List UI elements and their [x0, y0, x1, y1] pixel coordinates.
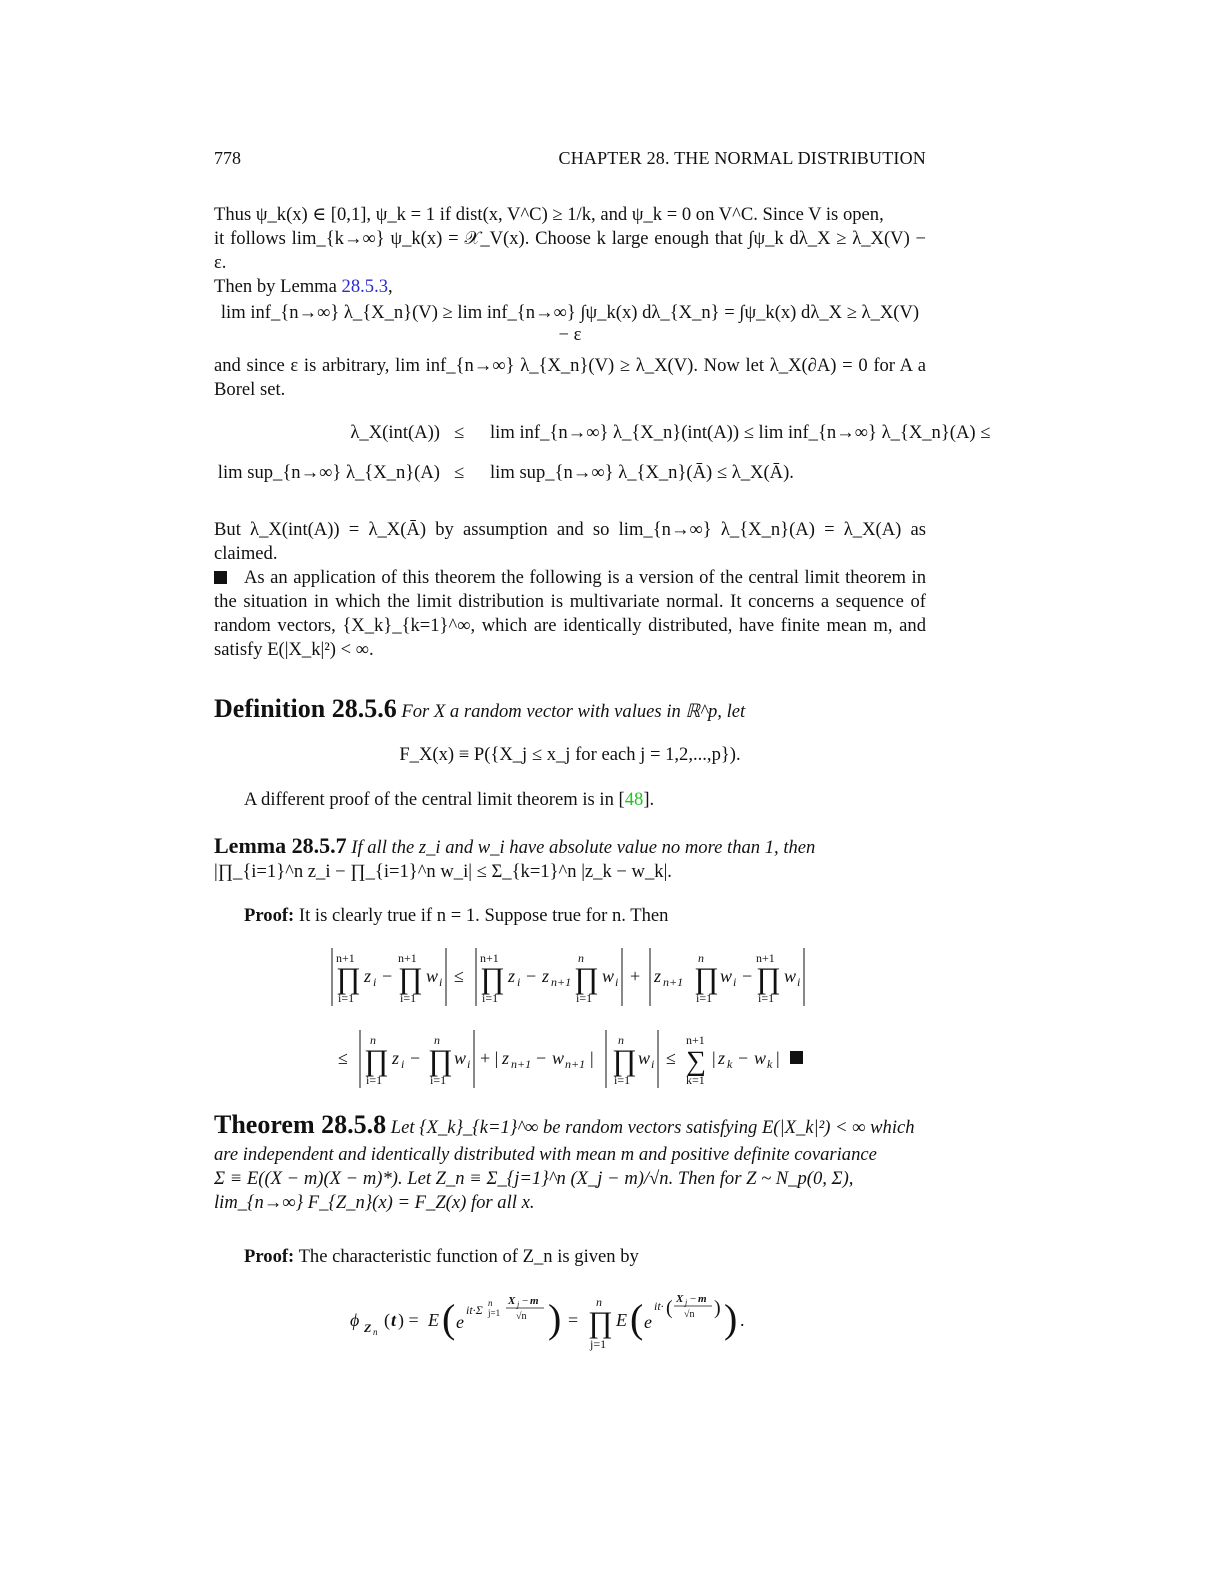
svg-text:∏: ∏ — [612, 1044, 637, 1077]
svg-text:n: n — [488, 1298, 493, 1308]
svg-text:n: n — [596, 1295, 602, 1309]
svg-text:i=1: i=1 — [696, 991, 713, 1005]
svg-text:z: z — [508, 966, 516, 986]
eq-row1-right: lim inf_{n→∞} λ_{X_n}(int(A)) ≤ lim inf_{n→∞} λ_{X_n}(A) ≤ — [490, 422, 991, 443]
svg-text:i: i — [401, 1057, 405, 1071]
svg-text:i: i — [797, 975, 801, 989]
svg-text:w: w — [754, 1048, 767, 1068]
svg-text:n+1: n+1 — [565, 1057, 586, 1071]
svg-text:i: i — [615, 975, 619, 989]
chapter-title: CHAPTER 28. THE NORMAL DISTRIBUTION — [558, 148, 926, 168]
theorem-line-1: Let {X_k}_{k=1}^∞ be random vectors satisfying E(|X_k|²) < ∞ which — [390, 1117, 915, 1138]
svg-text:e: e — [644, 1312, 652, 1332]
svg-text:−: − — [410, 1048, 421, 1068]
svg-text:−: − — [690, 1293, 697, 1305]
svg-text:n: n — [578, 951, 584, 965]
svg-text:): ) — [714, 1297, 721, 1319]
svg-text:i=1: i=1 — [576, 991, 593, 1005]
different-proof-note — [214, 788, 926, 812]
eq-row1-left: λ_X(int(A)) — [350, 422, 440, 443]
theorem-proof-intro — [214, 1245, 926, 1269]
svg-text:∏: ∏ — [588, 1306, 613, 1339]
svg-text:n: n — [434, 1033, 440, 1047]
lemma-proof-text: It is clearly true if n = 1. Suppose true for n. Then — [298, 905, 669, 926]
svg-text:≤: ≤ — [338, 1048, 348, 1068]
svg-text:w: w — [602, 966, 615, 986]
svg-text:−: − — [382, 966, 393, 986]
svg-text:n+1: n+1 — [398, 951, 417, 965]
different-proof-prefix: A different proof of the central limit theorem is in [ — [244, 789, 625, 810]
svg-text:e: e — [456, 1312, 464, 1332]
svg-text:i: i — [733, 975, 737, 989]
svg-text:i=1: i=1 — [338, 991, 355, 1005]
svg-text:it·Σ: it·Σ — [466, 1303, 483, 1317]
svg-text:−: − — [536, 1048, 547, 1068]
definition-block — [214, 694, 926, 727]
svg-text:n+1: n+1 — [336, 951, 355, 965]
svg-text:i=1: i=1 — [758, 991, 775, 1005]
svg-text:k: k — [767, 1057, 773, 1071]
running-header — [214, 148, 926, 172]
svg-text:i=1: i=1 — [400, 991, 417, 1005]
svg-text:∏: ∏ — [480, 962, 505, 995]
svg-text:w: w — [454, 1048, 467, 1068]
svg-text:): ) — [548, 1296, 562, 1341]
svg-text:∏: ∏ — [756, 962, 781, 995]
theorem-line-3: Σ ≡ E((X − m)(X − m)*). Let Z_n ≡ Σ_{j=1}^n (X_j − m)/√n. Then for Z ~ N_p(0, Σ), — [214, 1168, 854, 1189]
svg-text:−: − — [738, 1048, 749, 1068]
svg-text:∏: ∏ — [694, 962, 719, 995]
definition-label: Definition 28.5.6 — [214, 694, 397, 723]
lemma-proof-label: Proof: — [244, 905, 295, 926]
proof-line-3 — [214, 275, 926, 299]
svg-text:(: ( — [384, 1310, 390, 1330]
definition-formula: F_X(x) ≡ P({X_j ≤ x_j for each j = 1,2,...,p}). — [399, 744, 741, 765]
different-proof-suffix: ]. — [643, 789, 655, 810]
svg-text:n+1: n+1 — [663, 975, 684, 989]
svg-text:≤: ≤ — [666, 1048, 676, 1068]
after-equation-text: and since ε is arbitrary, lim inf_{n→∞} λ_{X_n}(V) ≥ λ_X(V). Now let λ_X(∂A) = 0 for A a Borel set. — [214, 355, 926, 400]
page-number: 778 — [214, 148, 241, 168]
svg-text:n+1: n+1 — [480, 951, 499, 965]
svg-text:|: | — [776, 1048, 780, 1068]
svg-text:≤: ≤ — [454, 966, 464, 986]
equation-liminf-integral: lim inf_{n→∞} λ_{X_n}(V) ≥ lim inf_{n→∞} ∫ψ_k(x) dλ_{X_n} = ∫ψ_k(x) dλ_X ≥ λ_X(V) − ε — [220, 302, 920, 345]
lemma-proof-intro — [214, 904, 926, 928]
svg-text:j: j — [685, 1298, 688, 1307]
svg-text:+: + — [630, 966, 641, 986]
svg-text:X: X — [508, 1295, 516, 1307]
svg-text:Z: Z — [364, 1321, 372, 1335]
theorem-line-4: lim_{n→∞} F_{Z_n}(x) = F_Z(x) for all x. — [214, 1192, 535, 1213]
svg-text:z: z — [502, 1048, 510, 1068]
svg-text:√n: √n — [684, 1309, 695, 1320]
product-inequality-figure — [324, 944, 924, 1094]
svg-text:i: i — [651, 1057, 655, 1071]
svg-text:−: − — [526, 966, 537, 986]
svg-text:∏: ∏ — [364, 1044, 389, 1077]
svg-text:): ) — [724, 1296, 738, 1341]
conclusion-text: But λ_X(int(A)) = λ_X(Ā) by assumption and so lim_{n→∞} λ_{X_n}(A) = λ_X(A) as claimed. — [214, 519, 926, 564]
lemma-reference-link[interactable]: 28.5.3 — [341, 276, 389, 297]
svg-text:k: k — [727, 1057, 733, 1071]
svg-text:n: n — [373, 1327, 378, 1337]
lemma-formula: |∏_{i=1}^n z_i − ∏_{i=1}^n w_i| ≤ Σ_{k=1}^n |z_k − w_k|. — [214, 861, 672, 882]
svg-text:t: t — [391, 1310, 397, 1330]
theorem-proof-text: The characteristic function of Z_n is given by — [298, 1246, 639, 1267]
svg-text:∏: ∏ — [336, 962, 361, 995]
svg-text:k=1: k=1 — [686, 1073, 705, 1087]
proof-line-1: Thus ψ_k(x) ∈ [0,1], ψ_k = 1 if dist(x, V^C) ≥ 1/k, and ψ_k = 0 on V^C. Since V is open, — [214, 204, 884, 225]
svg-text:n: n — [618, 1033, 624, 1047]
theorem-block — [214, 1110, 926, 1215]
eq-row1-rel: ≤ — [454, 422, 465, 443]
svg-text:n: n — [370, 1033, 376, 1047]
svg-text:E: E — [428, 1310, 439, 1330]
proof-line-3-suffix: , — [388, 276, 393, 297]
proof-line-3-prefix: Then by Lemma — [214, 276, 342, 297]
definition-text: For X a random vector with values in ℝ^p, let — [401, 701, 746, 722]
svg-text:n+1: n+1 — [551, 975, 572, 989]
svg-text:i=1: i=1 — [614, 1073, 631, 1087]
svg-text:√n: √n — [516, 1311, 527, 1322]
intro-paragraph: As an application of this theorem the following is a version of the central limit theorem in the situation in which the limit distribution is multivariate normal. It concerns a sequence of random vectors, {X_k}_{k=1}^∞, which are identically distributed, have finite mean m, and satisfy E(|X_k|²) < ∞. — [214, 567, 926, 660]
svg-text:z: z — [392, 1048, 400, 1068]
svg-text:it·: it· — [654, 1299, 664, 1313]
eq-row2-right: lim sup_{n→∞} λ_{X_n}(Ā) ≤ λ_X(Ā). — [490, 462, 794, 483]
svg-text:E: E — [616, 1310, 627, 1330]
svg-text:j=1: j=1 — [488, 1308, 501, 1318]
svg-text:z: z — [542, 966, 550, 986]
svg-text:i: i — [467, 1057, 471, 1071]
svg-text:∏: ∏ — [574, 962, 599, 995]
svg-text:i: i — [373, 975, 377, 989]
svg-text:i=1: i=1 — [482, 991, 499, 1005]
svg-text:w: w — [638, 1048, 651, 1068]
theorem-proof-label: Proof: — [244, 1246, 295, 1267]
svg-text:(: ( — [442, 1296, 456, 1341]
svg-text:w: w — [426, 966, 439, 986]
lemma-text: If all the z_i and w_i have absolute value no more than 1, then — [351, 837, 816, 858]
svg-text:n+1: n+1 — [686, 1033, 705, 1047]
proof-line-2: it follows lim_{k→∞} ψ_k(x) = 𝒳_V(x). Choose k large enough that ∫ψ_k dλ_X ≥ λ_X(V) − ε. — [214, 228, 926, 273]
svg-text:.: . — [740, 1310, 745, 1330]
svg-text:n: n — [698, 951, 704, 965]
svg-text:∑: ∑ — [686, 1046, 706, 1077]
svg-text:n+1: n+1 — [756, 951, 775, 965]
svg-text:z: z — [718, 1048, 726, 1068]
eq-row2-rel: ≤ — [454, 462, 465, 483]
svg-text:+ |: + | — [480, 1048, 499, 1068]
svg-text:−: − — [522, 1295, 529, 1307]
svg-text:m: m — [698, 1293, 707, 1305]
theorem-line-2: are independent and identically distributed with mean m and positive definite covariance — [214, 1144, 877, 1165]
svg-text:w: w — [784, 966, 797, 986]
svg-text:w: w — [552, 1048, 565, 1068]
characteristic-function-formula — [344, 1284, 824, 1364]
svg-text:=: = — [568, 1310, 579, 1330]
svg-text:i=1: i=1 — [430, 1073, 447, 1087]
svg-text:w: w — [720, 966, 733, 986]
svg-text:∏: ∏ — [398, 962, 423, 995]
eq-row2-left: lim sup_{n→∞} λ_{X_n}(A) — [217, 462, 440, 483]
svg-text:i=1: i=1 — [366, 1073, 383, 1087]
svg-text:ϕ: ϕ — [350, 1310, 360, 1330]
lemma-label: Lemma 28.5.7 — [214, 833, 347, 858]
svg-text:−: − — [742, 966, 753, 986]
svg-text:z: z — [364, 966, 372, 986]
proof-continuation — [214, 203, 926, 299]
svg-text:j: j — [517, 1300, 520, 1309]
svg-text:|: | — [590, 1048, 594, 1068]
svg-text:j=1: j=1 — [590, 1337, 607, 1351]
svg-text:z: z — [654, 966, 662, 986]
svg-text:i: i — [517, 975, 521, 989]
svg-text:i: i — [439, 975, 443, 989]
svg-text:n+1: n+1 — [511, 1057, 532, 1071]
svg-text:X: X — [676, 1293, 684, 1305]
theorem-label: Theorem 28.5.8 — [214, 1110, 387, 1139]
citation-link[interactable]: 48 — [624, 789, 644, 810]
svg-text:) =: ) = — [398, 1310, 419, 1330]
svg-text:∏: ∏ — [428, 1044, 453, 1077]
svg-text:m: m — [530, 1295, 539, 1307]
svg-text:|: | — [712, 1048, 716, 1068]
lemma-block — [214, 834, 926, 884]
svg-text:(: ( — [666, 1297, 673, 1319]
svg-text:(: ( — [630, 1296, 644, 1341]
